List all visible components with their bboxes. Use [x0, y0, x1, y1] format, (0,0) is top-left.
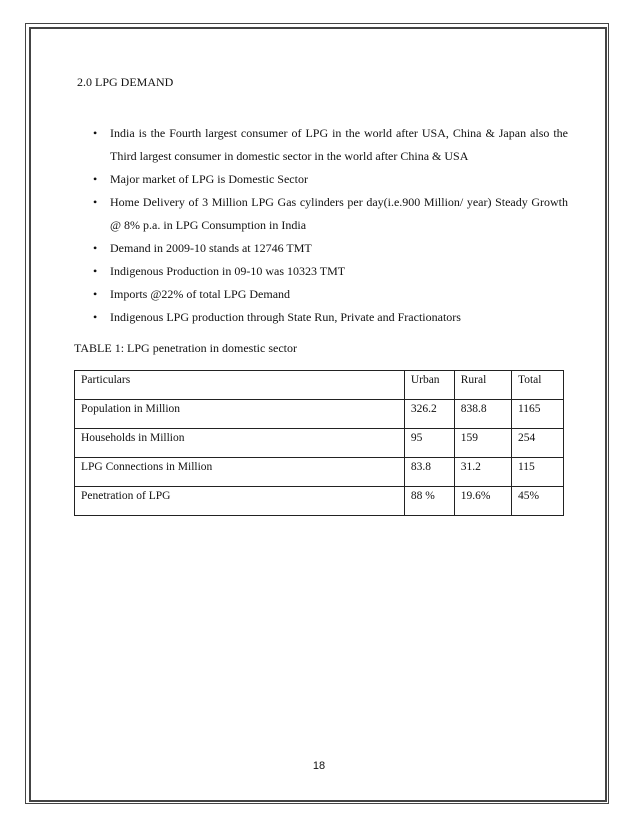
header-cell-rural: Rural: [454, 371, 511, 400]
list-item: [93, 283, 568, 306]
header-cell-total: Total: [511, 371, 563, 400]
header-cell-urban: Urban: [404, 371, 454, 400]
table-cell: 254: [511, 429, 563, 458]
list-item-text: Indigenous LPG production through State Run, Private and Fractionators: [110, 310, 461, 324]
page-number: 18: [312, 760, 326, 772]
table-cell: 19.6%: [454, 487, 511, 516]
table-cell: Penetration of LPG: [75, 487, 405, 516]
section-heading: 2.0 LPG DEMAND: [77, 75, 174, 89]
bullet-icon: •: [93, 310, 98, 324]
table-cell: Population in Million: [75, 400, 405, 429]
list-item-text: Demand in 2009-10 stands at 12746 TMT: [110, 241, 312, 255]
list-item-text: Indigenous Production in 09-10 was 10323 TMT: [110, 264, 346, 278]
bullet-icon: •: [93, 241, 98, 255]
table-row: [75, 487, 564, 516]
list-item: [93, 191, 568, 237]
bullet-icon: •: [93, 195, 98, 209]
bullet-list: [93, 122, 568, 329]
table-cell: 83.8: [404, 458, 454, 487]
table-cell: Households in Million: [75, 429, 405, 458]
table-header-row: [75, 371, 564, 400]
table-row: [75, 400, 564, 429]
table-cell: 45%: [511, 487, 563, 516]
table-cell: 115: [511, 458, 563, 487]
table-cell: 1165: [511, 400, 563, 429]
table-cell: LPG Connections in Million: [75, 458, 405, 487]
table-cell: 95: [404, 429, 454, 458]
table-cell: 31.2: [454, 458, 511, 487]
table-row: [75, 429, 564, 458]
bullet-icon: •: [93, 287, 98, 301]
bullet-icon: •: [93, 264, 98, 278]
lpg-penetration-table: [74, 370, 564, 516]
header-cell-particulars: Particulars: [75, 371, 405, 400]
list-item: [93, 168, 568, 191]
table-caption: TABLE 1: LPG penetration in domestic sector: [74, 341, 297, 355]
table-cell: 159: [454, 429, 511, 458]
list-item: [93, 122, 568, 168]
list-item-text: Major market of LPG is Domestic Sector: [110, 172, 308, 186]
bullet-icon: •: [93, 172, 98, 186]
list-item: [93, 306, 568, 329]
table-row: [75, 458, 564, 487]
list-item: [93, 260, 568, 283]
table-cell: 326.2: [404, 400, 454, 429]
bullet-icon: •: [93, 126, 98, 140]
list-item-text: Home Delivery of 3 Million LPG Gas cylinders per day(i.e.900 Million/ year) Steady Growth @ 8% p.a. in LPG Consumption in India: [110, 195, 568, 232]
table-cell: 88 %: [404, 487, 454, 516]
table-cell: 838.8: [454, 400, 511, 429]
list-item-text: Imports @22% of total LPG Demand: [110, 287, 291, 301]
list-item: [93, 237, 568, 260]
list-item-text: India is the Fourth largest consumer of LPG in the world after USA, China & Japan also the Third largest consumer in domestic sector in the world after China & USA: [110, 126, 568, 163]
